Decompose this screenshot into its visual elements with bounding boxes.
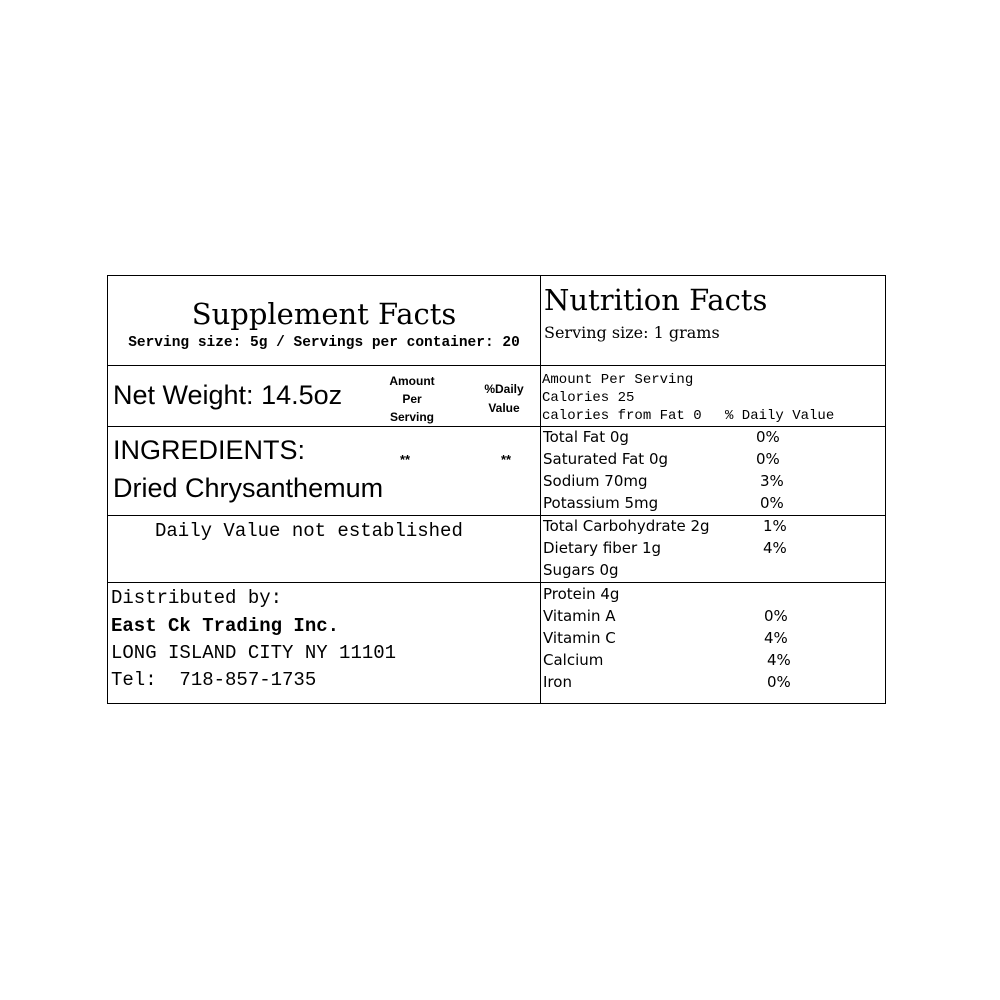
nutrient-daily-value: 0%	[756, 450, 780, 468]
ingredient-daily-value: **	[500, 452, 512, 467]
ingredient-amount: **	[399, 452, 411, 467]
nutrient-daily-value: 0%	[764, 607, 788, 625]
dv-header-line: %Daily	[484, 382, 524, 396]
serving-size-line: Serving size: 5g / Servings per container: 20	[128, 335, 520, 351]
daily-value-note: Daily Value not established	[155, 520, 463, 542]
divider	[108, 365, 540, 366]
calories: Calories 25	[542, 390, 635, 406]
nutrition-facts-title: Nutrition Facts	[544, 283, 768, 317]
distributor-address: LONG ISLAND CITY NY 11101	[111, 642, 397, 664]
percent-daily-value-header: % Daily Value	[725, 408, 835, 424]
nutrient-daily-value: 4%	[763, 539, 787, 557]
nutrient-name: Total Fat 0g	[543, 428, 629, 446]
facts-label	[107, 275, 886, 704]
amount-per-serving: Amount Per Serving	[542, 372, 694, 388]
nutrient-name: Iron	[543, 673, 572, 691]
daily-value-header	[474, 380, 534, 418]
nutrient-name: Vitamin A	[543, 607, 616, 625]
ingredient-name: Dried Chrysanthemum	[113, 473, 384, 503]
nutrient-daily-value: 3%	[760, 472, 784, 490]
column-divider	[540, 276, 541, 703]
nutrient-name: Protein 4g	[543, 585, 620, 603]
divider	[108, 515, 540, 516]
dv-header-line: Value	[488, 401, 520, 415]
nutrient-daily-value: 4%	[764, 629, 788, 647]
calories-from-fat: calories from Fat 0	[542, 408, 702, 424]
nutrient-daily-value: 1%	[763, 517, 787, 535]
nutrient-daily-value: 0%	[760, 494, 784, 512]
amount-header-line: Amount	[389, 374, 435, 388]
amount-per-serving-header	[382, 372, 442, 426]
nutrient-name: Sugars 0g	[543, 561, 619, 579]
distributed-by-label: Distributed by:	[111, 587, 283, 609]
distributor-phone: Tel: 718-857-1735	[111, 669, 317, 691]
amount-header-line: Serving	[389, 410, 434, 424]
divider	[108, 426, 540, 427]
nutrient-name: Vitamin C	[543, 629, 616, 647]
nutrient-name: Potassium 5mg	[543, 494, 659, 512]
supplement-facts-title: Supplement Facts	[191, 297, 457, 331]
ingredients-title: INGREDIENTS:	[113, 435, 306, 465]
nutrient-name: Saturated Fat 0g	[543, 450, 669, 468]
nutrient-daily-value: 0%	[756, 428, 780, 446]
divider	[540, 582, 885, 583]
net-weight: Net Weight: 14.5oz	[113, 380, 343, 410]
divider	[540, 365, 885, 366]
nutrition-serving-size: Serving size: 1 grams	[544, 323, 720, 342]
nutrient-name: Total Carbohydrate 2g	[543, 517, 710, 535]
nutrient-daily-value: 4%	[767, 651, 791, 669]
divider	[540, 426, 885, 427]
nutrient-daily-value: 0%	[767, 673, 791, 691]
divider	[540, 515, 885, 516]
divider	[108, 582, 540, 583]
nutrient-name: Calcium	[543, 651, 604, 669]
amount-header-line: Per	[402, 392, 422, 406]
nutrient-name: Dietary fiber 1g	[543, 539, 662, 557]
distributor-company: East Ck Trading Inc.	[111, 615, 340, 637]
nutrient-name: Sodium 70mg	[543, 472, 648, 490]
